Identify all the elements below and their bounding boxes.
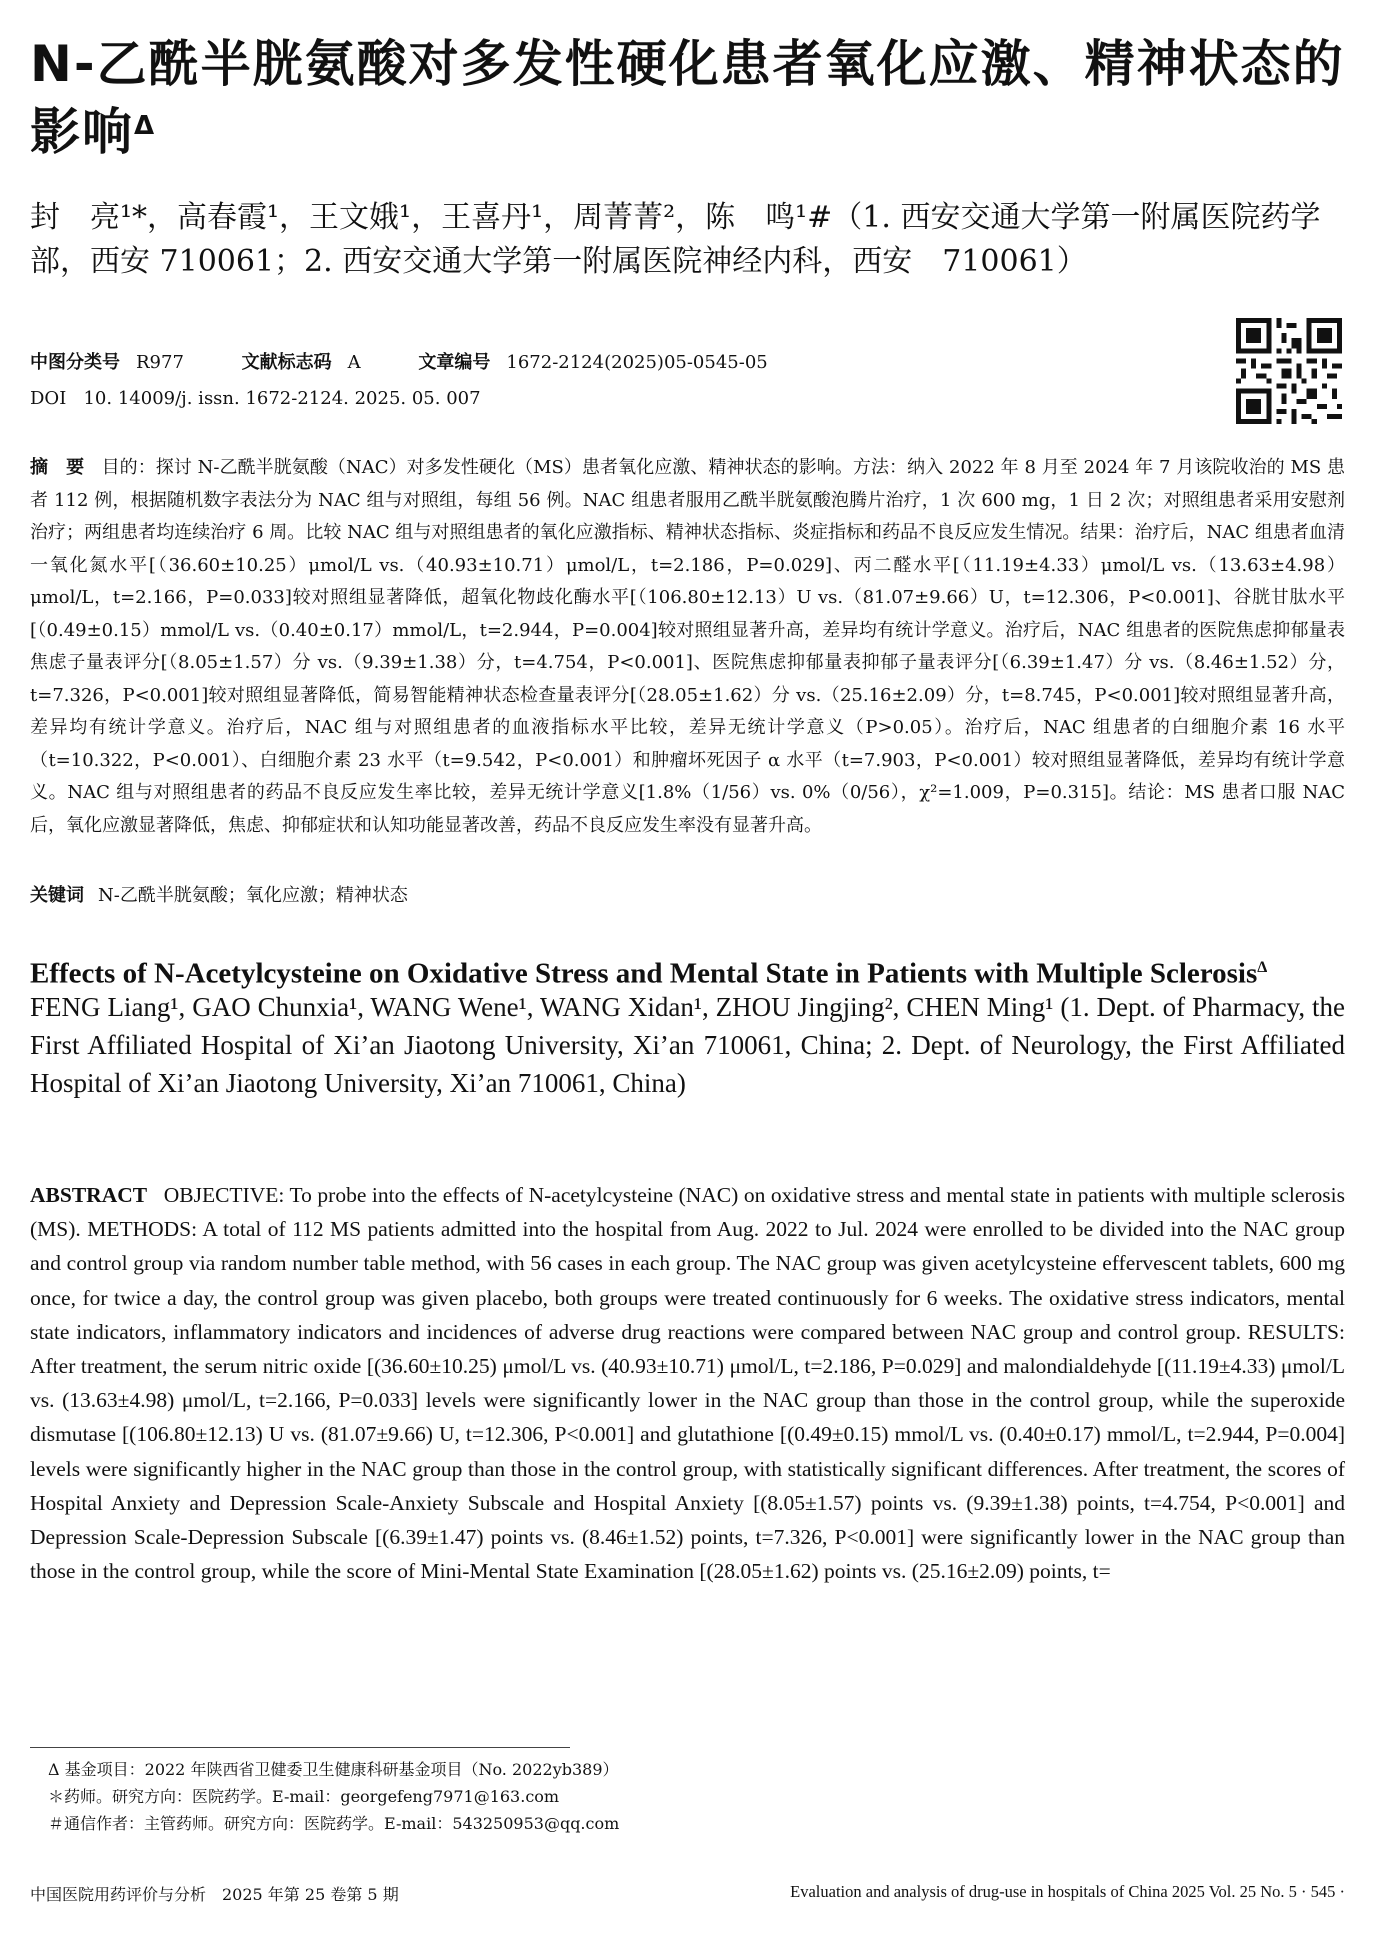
keywords-cn-text: N-乙酰半胱氨酸；氧化应激；精神状态 (98, 885, 408, 906)
authors-en-text: FENG Liang¹, GAO Chunxia¹, WANG Wene¹, WANG Xidan¹, ZHOU Jingjing², CHEN Ming¹ (1. Dept. of Pharmacy, the First Affiliated Hospital of Xi’an Jiaotong University, Xi’an 710061, China; 2. Dept. of Neurology, the First Affiliated Hospital of Xi’an Jiaotong University, Xi’an 710061, China) (30, 992, 1345, 1098)
author-block-en (30, 988, 1345, 1102)
title-en-fund-mark: Δ (1257, 959, 1268, 976)
footer-journal-cn: 中国医院用药评价与分析 2025 年第 25 卷第 5 期 (30, 1885, 399, 1904)
doi-value: 10. 14009/j. issn. 1672-2124. 2025. 05. 007 (83, 388, 481, 409)
footnote-corresponding-author: ＃通信作者：主管药师。研究方向：医院药学。E-mail：543250953@qq.com (48, 1814, 620, 1833)
article-meta (30, 345, 1230, 417)
article-title-en (30, 948, 1350, 994)
doc-code-label: 文献标志码 (241, 352, 332, 373)
footnote-divider (30, 1747, 570, 1748)
article-no-label: 文章编号 (418, 352, 491, 373)
abstract-en-label: ABSTRACT (30, 1183, 148, 1207)
footnote-first-author: ＊药师。研究方向：医院药学。E-mail：georgefeng7971@163.com (48, 1787, 560, 1806)
abstract-cn-label: 摘 要 (30, 457, 85, 478)
author-affiliation: （1. 西安交通大学第一附属医院药学部，西安 710061；2. 西安交通大学第一附属医院神经内科，西安 710061） (30, 200, 1321, 279)
abstract-cn-text: 目的：探讨 N-乙酰半胱氨酸（NAC）对多发性硬化（MS）患者氧化应激、精神状态的影响。方法：纳入 2022 年 8 月至 2024 年 7 月该院收治的 MS 患者 112 例，根据随机数字表法分为 NAC 组与对照组，每组 56 例。NAC 组患者服用乙酰半胱氨酸泡腾片治疗，1 次 600 mg，1 日 2 次；对照组患者采用安慰剂治疗；两组患者均连续治疗 6 周。比较 NAC 组与对照组患者的氧化应激指标、精神状态指标、炎症指标和药品不良反应发生情况。结果：治疗后，NAC 组患者血清一氧化氮水平[（36.60±10.25）μmol/L vs.（40.93±10.71）μmol/L，t=2.186，P=0.029]、丙二醛水平[（11.19±4.33）μmol/L vs.（13.63±4.98）μmol/L，t=2.166，P=0.033]较对照组显著降低，超氧化物歧化酶水平[（106.80±12.13）U vs.（81.07±9.66）U，t=12.306，P<0.001]、谷胱甘肽水平[（0.49±0.15）mmol/L vs.（0.40±0.17）mmol/L，t=2.944，P=0.004]较对照组显著升高，差异均有统计学意义。治疗后，NAC 组患者的医院焦虑抑郁量表焦虑子量表评分[（8.05±1.57）分 vs.（9.39±1.38）分，t=4.754，P<0.001]、医院焦虑抑郁量表抑郁子量表评分[（6.39±1.47）分 vs.（8.46±1.52）分，t=7.326，P<0.001]较对照组显著降低，简易智能精神状态检查量表评分[（28.05±1.62）分 vs.（25.16±2.09）分，t=8.745，P<0.001]较对照组显著升高，差异均有统计学意义。治疗后，NAC 组与对照组患者的血液指标水平比较，差异无统计学意义（P>0.05）。治疗后，NAC 组患者的白细胞介素 16 水平（t=10.322，P<0.001）、白细胞介素 23 水平（t=9.542，P<0.001）和肿瘤坏死因子 α 水平（t=7.903，P<0.001）较对照组显著降低，差异均有统计学意义。NAC 组与对照组患者的药品不良反应发生率比较，差异无统计学意义[1.8%（1/56）vs. 0%（0/56），χ²=1.009，P=0.315]。结论：MS 患者口服 NAC 后，氧化应激显著降低，焦虑、抑郁症状和认知功能显著改善，药品不良反应发生率没有显著升高。 (30, 457, 1345, 836)
keywords-cn (30, 880, 1345, 912)
clc-label: 中图分类号 (30, 352, 120, 373)
abstract-cn (30, 452, 1345, 842)
doi-label: DOI (30, 388, 67, 409)
article-title (30, 30, 1350, 166)
keywords-cn-label: 关键词 (30, 885, 84, 906)
title-text: N-乙酰半胱氨酸对多发性硬化患者氧化应激、精神状态的影响 (30, 35, 1345, 161)
title-fund-mark: Δ (134, 111, 157, 141)
doc-code-value: A (347, 352, 361, 373)
footer-journal-en: Evaluation and analysis of drug-use in hospitals of China 2025 Vol. 25 No. 5 · 545 · (790, 1882, 1345, 1901)
author-block (30, 196, 1350, 284)
title-en-text: Effects of N-Acetylcysteine on Oxidative Stress and Mental State in Patients with Multiple Sclerosis (30, 957, 1258, 990)
qr-code-icon[interactable] (1236, 318, 1342, 424)
article-no-value: 1672-2124(2025)05-0545-05 (506, 352, 768, 373)
footnote-fund: Δ 基金项目：2022 年陕西省卫健委卫生健康科研基金项目（No. 2022yb389） (48, 1760, 619, 1779)
author-list: 封 亮¹*，高春霞¹，王文娥¹，王喜丹¹，周菁菁²，陈 鸣¹# (30, 200, 833, 235)
footnotes (48, 1756, 1048, 1837)
clc-value: R977 (136, 352, 184, 373)
abstract-en-text: OBJECTIVE: To probe into the effects of N-acetylcysteine (NAC) on oxidative stress and mental state in patients with multiple sclerosis (MS). METHODS: A total of 112 MS patients admitted into the hospital from Aug. 2022 to Jul. 2024 were enrolled to be divided into the NAC group and control group via random number table method, with 56 cases in each group. The NAC group was given acetylcysteine effervescent tablets, 600 mg once, for twice a day, the control group was given placebo, both groups were treated continuously for 6 weeks. The oxidative stress indicators, mental state indicators, inflammatory indicators and incidences of adverse drug reactions were compared between NAC group and control group. RESULTS: After treatment, the serum nitric oxide [(36.60±10.25) μmol/L vs. (40.93±10.71) μmol/L, t=2.186, P=0.029] and malondialdehyde [(11.19±4.33) μmol/L vs. (13.63±4.98) μmol/L, t=2.166, P=0.033] levels were significantly lower in the NAC group than those in the control group, while the superoxide dismutase [(106.80±12.13) U vs. (81.07±9.66) U, t=12.306, P<0.001] and glutathione [(0.49±0.15) mmol/L vs. (0.40±0.17) mmol/L, t=2.944, P=0.004] levels were significantly higher in the NAC group than those in the control group, with statistically significant differences. After treatment, the scores of Hospital Anxiety and Depression Scale-Anxiety Subscale and Hospital Anxiety [(8.05±1.57) points vs. (9.39±1.38) points, t=4.754, P<0.001] and Depression Scale-Depression Subscale [(6.39±1.47) points vs. (8.46±1.52) points, t=7.326, P<0.001] were significantly lower in the NAC group than those in the control group, while the score of Mini-Mental State Examination [(28.05±1.62) points vs. (25.16±2.09) points, t= (30, 1183, 1345, 1584)
abstract-en (30, 1178, 1345, 1588)
